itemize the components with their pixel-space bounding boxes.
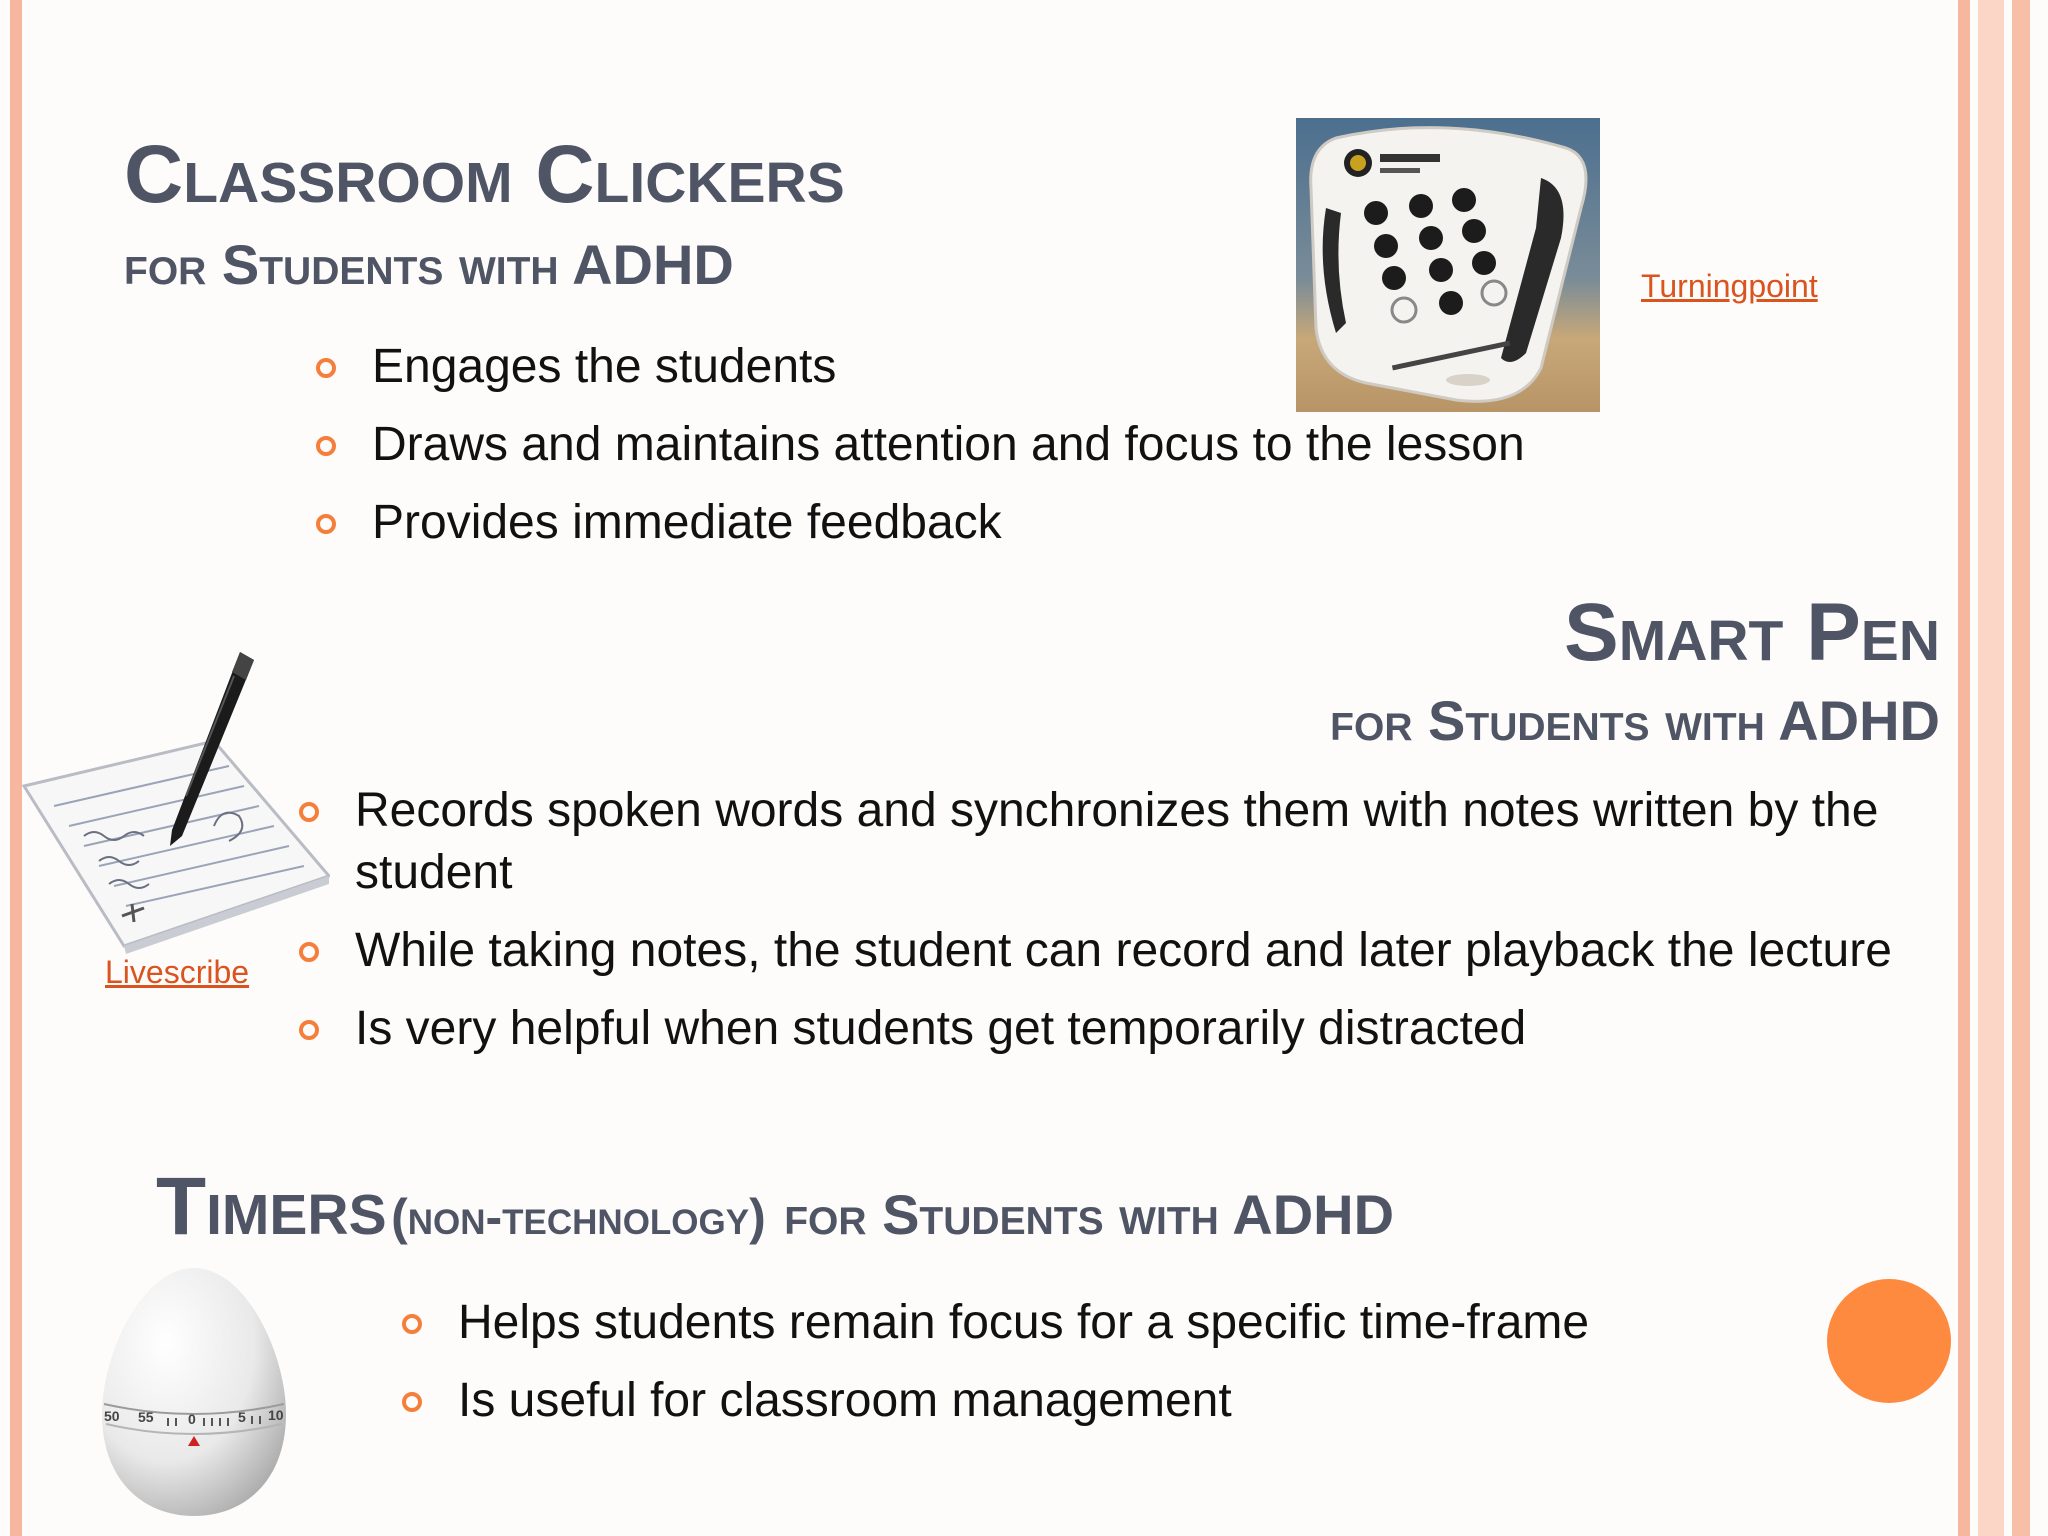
circle-bullet-icon (402, 1314, 422, 1334)
svg-text:0: 0 (188, 1411, 196, 1427)
list-item: Engages the students (372, 336, 1525, 398)
orange-circle-accent (1827, 1279, 1951, 1403)
list-item: Provides immediate feedback (372, 492, 1525, 554)
smart-pen-notebook-image (14, 646, 330, 954)
egg-timer-image (96, 1264, 292, 1520)
livescribe-link[interactable]: Livescribe (105, 954, 250, 990)
timers-title-paren: (non-technology) (391, 1189, 766, 1245)
list-item: Is useful for classroom management (458, 1370, 1589, 1432)
list-item: Records spoken words and synchronizes them with notes written by the student (355, 780, 1915, 904)
clickers-title: Classroom Clickers (124, 129, 845, 220)
turningpoint-link[interactable]: Turningpoint (1641, 268, 1818, 304)
svg-text:50: 50 (104, 1408, 120, 1424)
clicker-remote-image (1296, 118, 1600, 412)
svg-text:55: 55 (138, 1409, 154, 1425)
list-item: While taking notes, the student can record and later playback the lecture (355, 920, 1915, 982)
right-border-stripe (2012, 0, 2030, 1536)
circle-bullet-icon (316, 358, 336, 378)
timers-bullet-list (458, 1292, 1589, 1432)
timers-title-sub: for Students with ADHD (784, 1183, 1395, 1246)
clickers-subtitle: for Students with ADHD (124, 233, 734, 296)
list-item: Is very helpful when students get temporarily distracted (355, 998, 1915, 1060)
list-item: Draws and maintains attention and focus to the lesson (372, 414, 1525, 476)
circle-bullet-icon (316, 514, 336, 534)
circle-bullet-icon (299, 942, 319, 962)
smart-pen-title: Smart Pen (1564, 587, 1940, 678)
circle-bullet-icon (299, 1020, 319, 1040)
timers-title-main: Timers (156, 1161, 387, 1252)
circle-bullet-icon (402, 1392, 422, 1412)
list-item: Helps students remain focus for a specific time-frame (458, 1292, 1589, 1354)
smart-pen-subtitle: for Students with ADHD (1330, 689, 1940, 752)
svg-text:10: 10 (268, 1407, 284, 1423)
right-border-stripe (1978, 0, 2004, 1536)
right-border-stripe (1958, 0, 1970, 1536)
svg-text:5: 5 (238, 1409, 246, 1425)
timers-title (156, 1160, 1394, 1254)
circle-bullet-icon (299, 802, 319, 822)
smart-pen-bullet-list (355, 780, 1915, 1060)
circle-bullet-icon (316, 436, 336, 456)
